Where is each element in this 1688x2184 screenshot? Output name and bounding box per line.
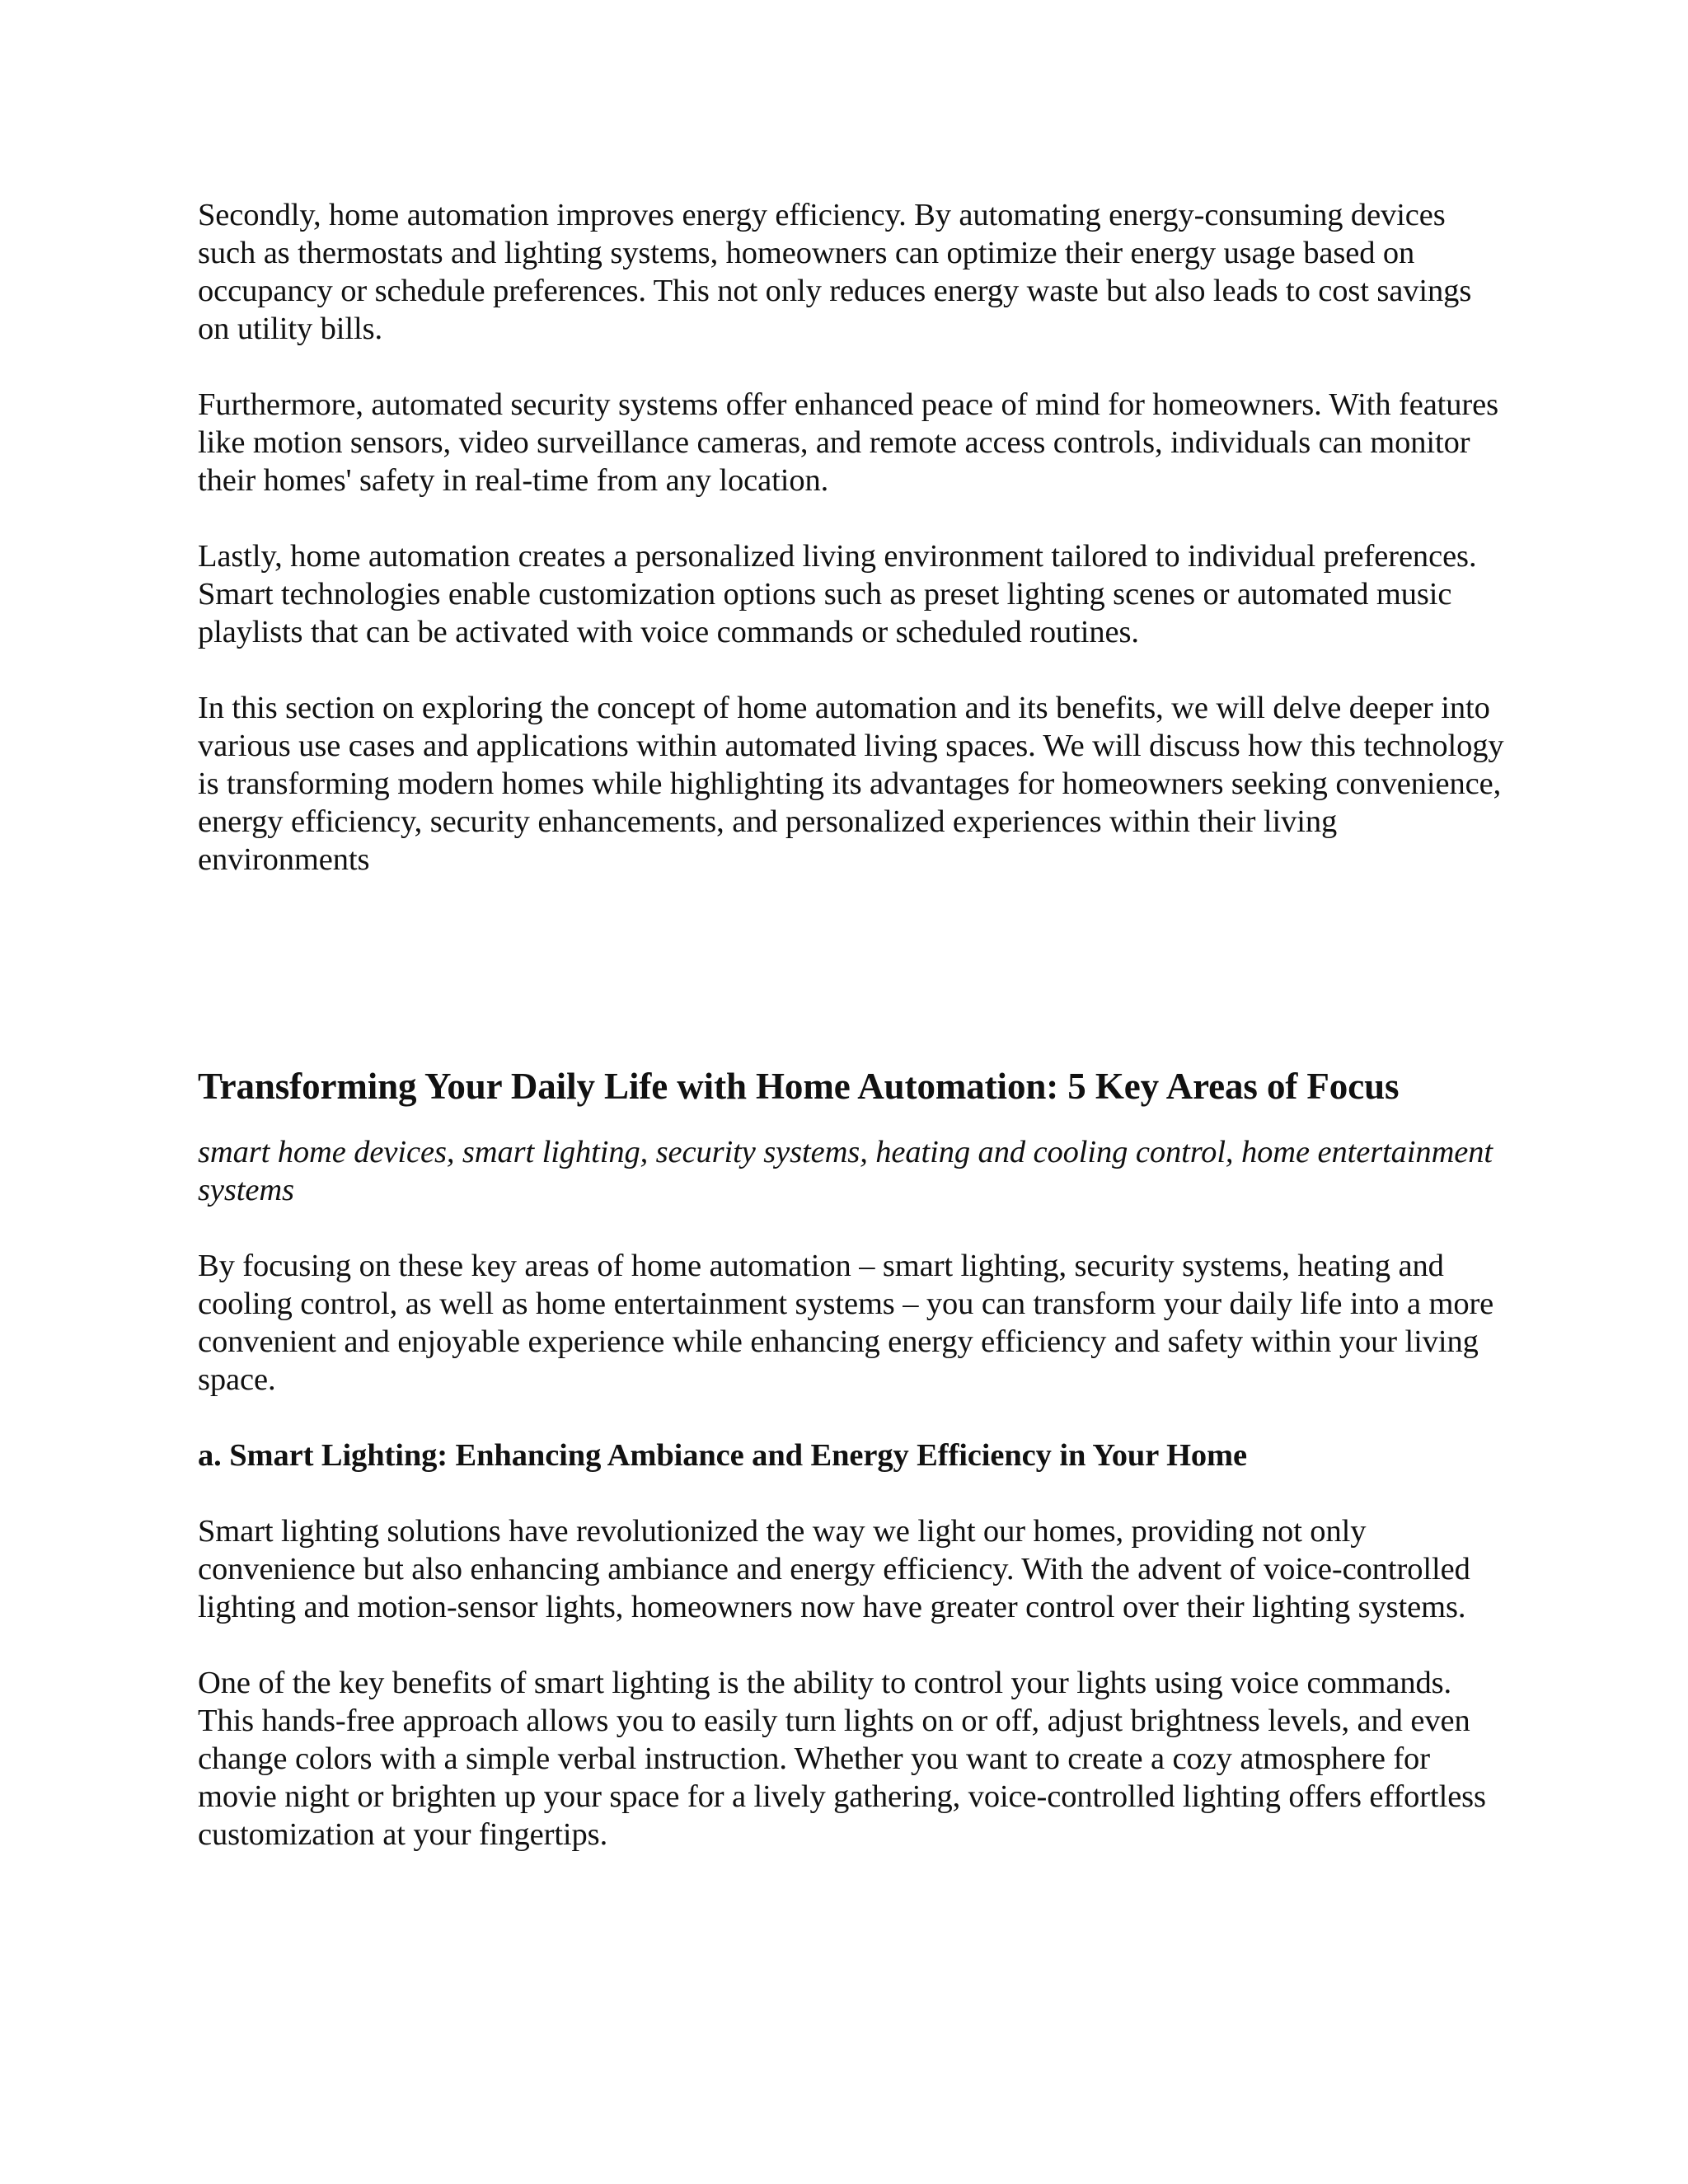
paragraph-energy-efficiency: Secondly, home automation improves energy efficiency. By automating energy-consuming devices such as thermostats and lighting systems, homeowners can optimize their energy usage based on occupancy or schedule preferences. This not only reduces energy waste but also leads to cost savings on utility bills. (198, 198, 1472, 346)
paragraph-personalization: Lastly, home automation creates a personalized living environment tailored to individual preferences. Smart technologies enable customization options such as preset lighting scenes or automated music playlists that can be activated with voice commands or scheduled routines. (198, 539, 1477, 649)
section-intro: By focusing on these key areas of home automation – smart lighting, security systems, heating and cooling control, as well as home entertainment systems – you can transform your daily life into a more convenient and enjoyable experience while enhancing energy efficiency and safety within your living space. (198, 1249, 1494, 1397)
section-heading: Transforming Your Daily Life with Home Automation: 5 Key Areas of Focus (198, 1066, 1400, 1107)
paragraph-security: Furthermore, automated security systems offer enhanced peace of mind for homeowners. With features like motion sensors, video surveillance cameras, and remote access controls, individuals can monitor their homes' safety in real-time from any location. (198, 387, 1499, 498)
paragraph-section-overview: In this section on exploring the concept of home automation and its benefits, we will delve deeper into various use cases and applications within automated living spaces. We will discuss how this technology is transforming modern homes while highlighting its advantages for homeowners seeking convenience, energy efficiency, security enhancements, and personalized experiences within their living environments (198, 691, 1504, 877)
paragraph-smart-lighting-intro: Smart lighting solutions have revolutionized the way we light our homes, providing not only convenience but also enhancing ambiance and energy efficiency. With the advent of voice-controlled lighting and motion-sensor lights, homeowners now have greater control over their lighting systems. (198, 1514, 1470, 1624)
paragraph-voice-control: One of the key benefits of smart lighting is the ability to control your lights using voice commands. This hands-free approach allows you to easily turn lights on or off, adjust brightness levels, and even change colors with a simple verbal instruction. Whether you want to create a cozy atmosphere for movie night or brighten up your space for a lively gathering, voice-controlled lighting offers effortless customization at your fingertips. (198, 1666, 1486, 1852)
page-content (198, 196, 1508, 1854)
subsection-heading: a. Smart Lighting: Enhancing Ambiance and Energy Efficiency in Your Home (198, 1438, 1248, 1473)
section-keywords: smart home devices, smart lighting, security systems, heating and cooling control, home entertainment systems (198, 1135, 1493, 1207)
